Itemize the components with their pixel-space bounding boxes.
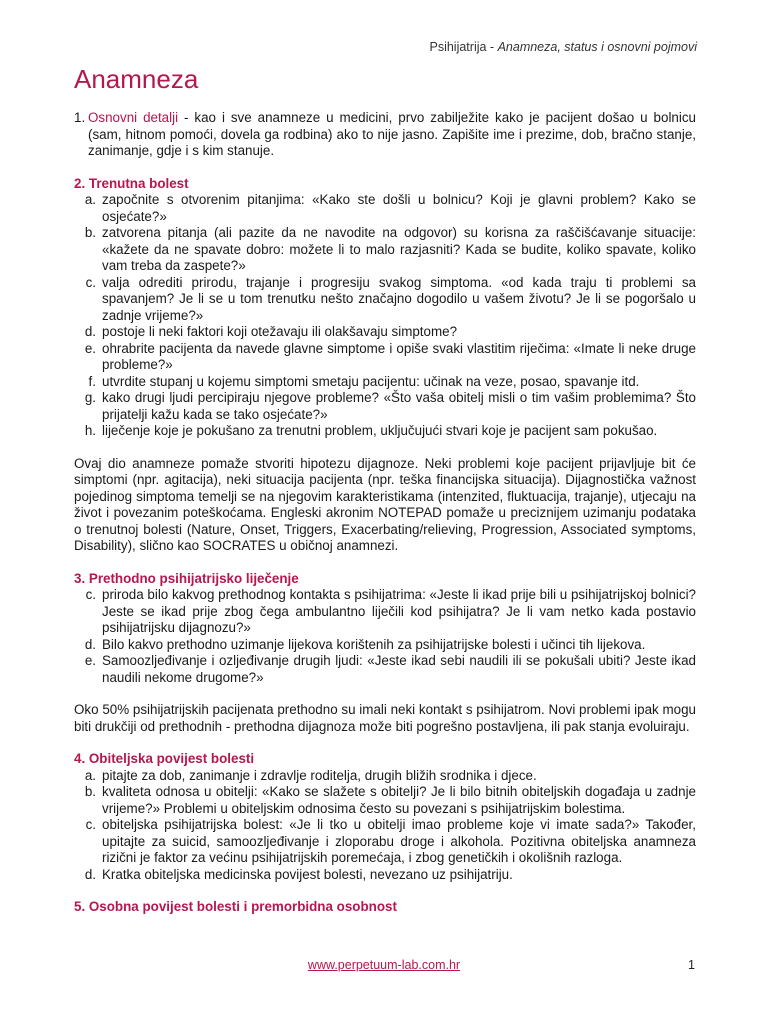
section-2-list [74, 192, 696, 440]
list-item: e. ohrabrite pacijenta da navede glavne simptome i opiše svaki vlastitim riječima: «Imate li neke druge probleme?» [84, 340, 696, 372]
header-left: Psihijatrija - [429, 40, 495, 54]
section-2-head: 2. Trenutna bolest [74, 175, 189, 191]
page-number: 1 [688, 958, 695, 972]
list-item: d. Bilo kakvo prethodno uzimanje lijekova korištenih za psihijatrijske bolesti i učinci tih lijekova. [84, 636, 646, 652]
website-link[interactable]: www.perpetuum-lab.com.hr [307, 958, 461, 972]
list-item: b. kvaliteta odnosa u obitelji: «Kako se slažete s obitelji? Je li bilo bitnih obiteljskih događaja u zadnje vrijeme?» Problemi u obiteljskim odnosima često su povezani s psihijatrijskim bolestima. [84, 784, 696, 816]
section-4-head: 4. Obiteljska povijest bolesti [74, 751, 255, 766]
list-item: a. započnite s otvorenim pitanjima: «Kako ste došli u bolnicu? Koji je glavni problem? Kako se osjećate?» [84, 192, 696, 224]
list-item: h. liječenje koje je pokušano za trenutni problem, uključujući stvari koje je pacijent sam pokušao. [84, 423, 658, 438]
header-right: Anamneza, status i osnovni pojmovi [497, 40, 697, 54]
section-3-head: 3. Prethodno psihijatrijsko liječenje [74, 570, 299, 586]
section-2-paragraph: Ovaj dio anamneze pomaže stvoriti hipotezu dijagnoze. Neki problemi koje pacijent prijavljuje bit će simptomi (npr. agitacija), neki situacija pacijenta (npr. teška financijska situacija). Dijagnostička važnost pojedinog simptoma temelji se na njegovim karakteristikama (intenzited, fluktuacija, trajanje), utjecaju na život i povezanim poteškoćama. Engleski akronim NOTEPAD pomaže u preciznijem uzimanju podataka o trenutnoj bolesti (Nature, Onset, Triggers, Exacerbating/relieving, Progression, Associated symptoms, Disability), slično kao SOCRATES u običnoj anamnezi. [74, 455, 696, 553]
page-title: Anamneza [74, 64, 199, 94]
list-item: c. priroda bilo kakvog prethodnog kontakta s psihijatrima: «Jeste li ikad prije bili u psihijatrijskoj bolnici? Jeste se ikad prije zbog čega ambulantno liječili kod psihijatra? Je li vam netko kada postavio psihijatrijsku dijagnozu?» [85, 587, 696, 635]
section-1-number: 1. [74, 110, 86, 125]
section-3-list [74, 587, 696, 686]
section-1-text: - kao i sve anamneze u medicini, prvo zabilježite kako je pacijent došao u bolnicu (sam, hitnom pomoći, dovela ga rodbina) ako to nije jasno. Zapišite ime i prezime, dob, bračno stanje, zanimanje, gdje i s kim stanuje. [88, 110, 696, 158]
list-item: g. kako drugi ljudi percipiraju njegove probleme? «Što vaša obitelj misli o tim vašim problemima? Što prijatelji kažu kada se tako osjećate?» [84, 390, 696, 422]
list-item: f. utvrdite stupanj u kojemu simptomi smetaju pacijentu: učinak na veze, posao, spavanje itd. [88, 373, 640, 389]
list-item: d. postoje li neki faktori koji otežavaju ili olakšavaju simptome? [84, 324, 458, 339]
section-1 [74, 110, 696, 160]
page-header [429, 40, 697, 54]
list-item: d. Kratka obiteljska medicinska povijest bolesti, nevezano uz psihijatriju. [84, 866, 513, 882]
list-item: c. obiteljska psihijatrijska bolest: «Je li tko u obitelji imao probleme koje vi imate sada?» Također, upitajte za suicid, samoozljeđivanje i zloporabu droge i alkohola. Pozitivna obiteljska anamneza rizični je faktor za većinu psihijatrijskih poremećaja, i zbog genetičkih i okolišnih razloga. [85, 817, 696, 865]
section-4-list [74, 768, 696, 884]
section-3-paragraph: Oko 50% psihijatrijskih pacijenata prethodno su imali neki kontakt s psihijatrom. Novi problemi ipak mogu biti drukčiji od prethodnih - prethodna dijagnoza može biti pogrešno postavljena, ili pak stanja evoluiraju. [74, 702, 696, 734]
list-item: c. valja odrediti prirodu, trajanje i progresiju svakog simptoma. «od kada traju ti problemi sa spavanjem? Je li se u tom trenutku nešto značajno dogodilo u vašem životu? Je li se pogoršalo u zadnje vrijeme?» [85, 274, 696, 323]
document-body [74, 110, 696, 916]
list-item: a. pitajte za dob, zanimanje i zdravlje roditelja, drugih bližih srodnika i djece. [84, 767, 537, 783]
list-item: e. Samoozljeđivanje i ozljeđivanje drugih ljudi: «Jeste ikad sebi naudili ili se pokušali ubiti? Jeste ikad naudili nekome drugome?» [84, 653, 696, 685]
list-item: b. zatvorena pitanja (ali pazite da ne navodite na odgovor) su korisna za raščišćavanje situacije: «kažete da ne spavate dobro: možete li to malo razjasniti? Kada se budite, koliko spavate, koliko vam treba da zaspete?» [84, 225, 696, 273]
section-1-head: Osnovni detalji [88, 110, 179, 125]
section-5-head: 5. Osobna povijest bolesti i premorbidna osobnost [74, 899, 397, 914]
